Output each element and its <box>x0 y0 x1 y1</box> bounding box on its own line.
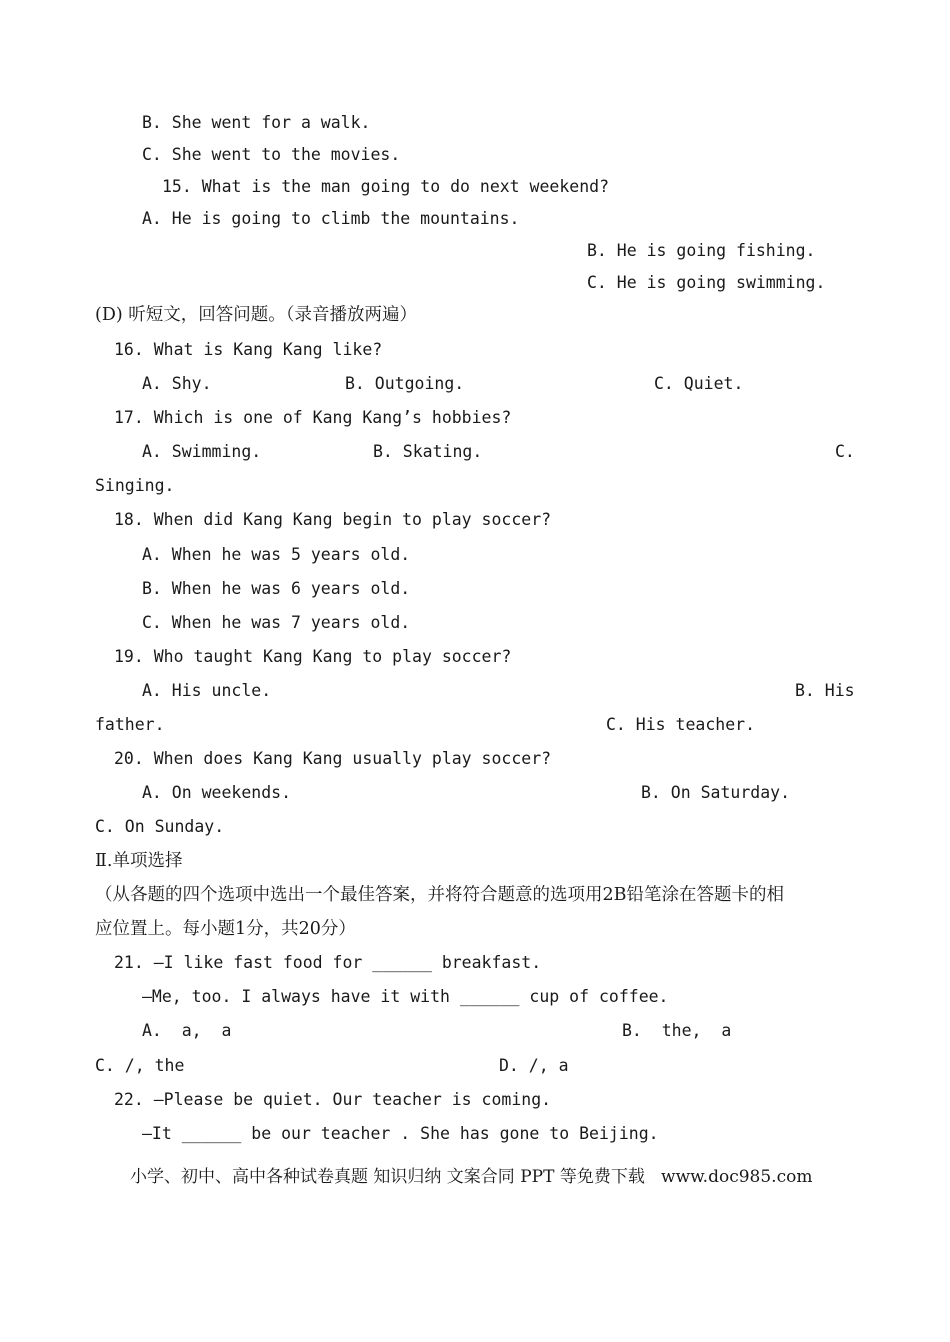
question-22: 22. —Please be quiet. Our teacher is coming. <box>114 1090 552 1109</box>
option-17b: B. Skating. <box>373 442 483 461</box>
option-20c: C. On Sunday. <box>95 817 225 836</box>
option-19a: A. His uncle. <box>142 681 272 700</box>
section-2-heading: Ⅱ.单项选择 <box>95 851 183 871</box>
option-21c: C. /, the <box>95 1056 185 1075</box>
option-18c: C. When he was 7 years old. <box>142 613 411 632</box>
option-16b: B. Outgoing. <box>345 374 465 393</box>
option-20b: B. On Saturday. <box>641 783 791 802</box>
option-15a: A. He is going to climb the mountains. <box>142 209 520 228</box>
option-17c-text: Singing. <box>95 476 175 495</box>
section-2-instructions-line2: 应位置上。每小题1分，共20分） <box>95 919 356 939</box>
option-17c-label: C. <box>835 442 855 461</box>
question-19: 19. Who taught Kang Kang to play soccer? <box>114 647 512 666</box>
option-16c: C. Quiet. <box>654 374 744 393</box>
option-21a: A. a, a <box>142 1021 232 1040</box>
option-19c: C. His teacher. <box>606 715 756 734</box>
question-17: 17. Which is one of Kang Kang’s hobbies? <box>114 408 512 427</box>
question-18: 18. When did Kang Kang begin to play soccer? <box>114 510 552 529</box>
option-15b: B. He is going fishing. <box>587 241 816 260</box>
section-2-instructions-line1: （从各题的四个选项中选出一个最佳答案，并将符合题意的选项用2B铅笔涂在答题卡的相 <box>95 885 784 905</box>
question-20: 20. When does Kang Kang usually play soccer? <box>114 749 552 768</box>
option-19b-text: father. <box>95 715 165 734</box>
option-20a: A. On weekends. <box>142 783 292 802</box>
option-14b: B. She went for a walk. <box>142 113 371 132</box>
option-19b-label: B. His <box>795 681 855 700</box>
option-17a: A. Swimming. <box>142 442 262 461</box>
option-21b: B. the, a <box>622 1021 732 1040</box>
option-18a: A. When he was 5 years old. <box>142 545 411 564</box>
option-14c: C. She went to the movies. <box>142 145 401 164</box>
question-21: 21. —I like fast food for ______ breakfast. <box>114 953 542 972</box>
question-21-reply: —Me, too. I always have it with ______ cup of coffee. <box>142 987 669 1006</box>
option-18b: B. When he was 6 years old. <box>142 579 411 598</box>
question-15: 15. What is the man going to do next weekend? <box>162 177 610 196</box>
section-d-heading: (D) 听短文，回答问题。（录音播放两遍） <box>95 305 417 325</box>
question-16: 16. What is Kang Kang like? <box>114 340 383 359</box>
option-15c: C. He is going swimming. <box>587 273 826 292</box>
option-21d: D. /, a <box>499 1056 569 1075</box>
option-16a: A. Shy. <box>142 374 212 393</box>
page-footer: 小学、初中、高中各种试卷真题 知识归纳 文案合同 PPT 等免费下载 www.doc985.com <box>130 1167 813 1187</box>
question-22-reply: —It ______ be our teacher . She has gone to Beijing. <box>142 1124 659 1143</box>
